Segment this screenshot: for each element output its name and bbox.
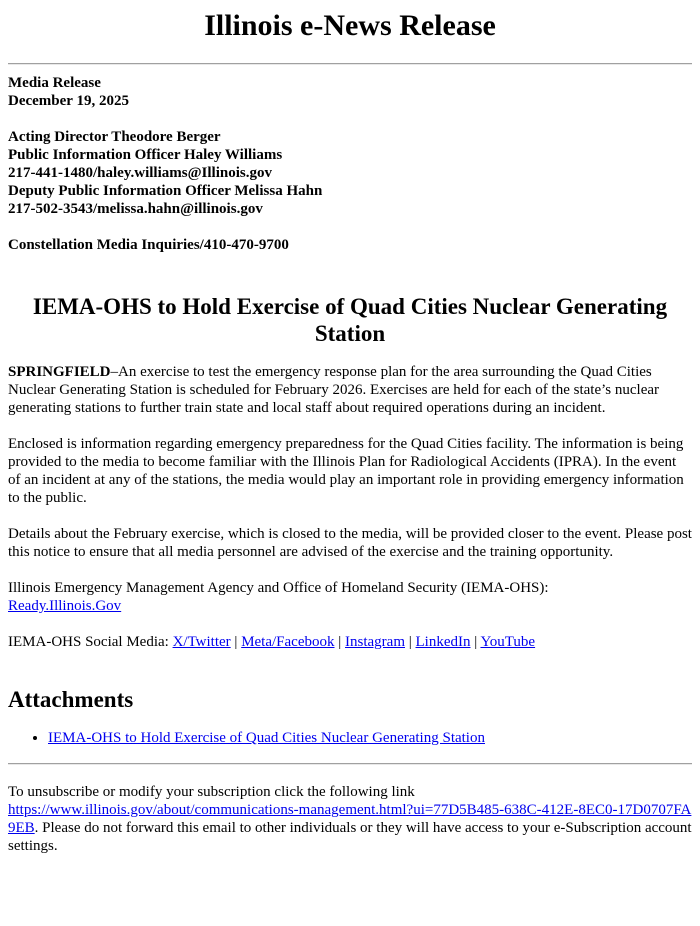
footer xyxy=(8,783,692,855)
article-paragraph-2: Enclosed is information regarding emergency preparedness for the Quad Cities facility. The information is being provided to the media to become familiar with the Illinois Plan for Radiological Accidents (IPRA). In the event of an incident at any of the stations, the media would play an important role in providing emergency information to the public. xyxy=(8,436,684,506)
spacer xyxy=(8,110,692,128)
dateline: SPRINGFIELD xyxy=(8,364,111,380)
article-headline: IEMA-OHS to Hold Exercise of Quad Cities Nuclear Generating Station xyxy=(32,294,668,346)
unsubscribe-link[interactable]: https://www.illinois.gov/about/communications-management.html?ui=77D5B485-638C-412E-8EC0-17D0707FA9EB xyxy=(8,802,692,836)
director-name: Acting Director Theodore Berger xyxy=(8,129,221,145)
facebook-link[interactable]: Meta/Facebook xyxy=(241,634,335,650)
social-media-paragraph xyxy=(8,633,692,651)
pio-contact: 217-441-1480/haley.williams@Illinois.gov xyxy=(8,165,272,181)
agency-paragraph xyxy=(8,579,692,615)
page-title: Illinois e-News Release xyxy=(204,9,496,42)
pio-name: Public Information Officer Haley Williams xyxy=(8,147,283,163)
spacer xyxy=(8,218,692,236)
youtube-link[interactable]: YouTube xyxy=(480,634,536,650)
linkedin-link[interactable]: LinkedIn xyxy=(415,634,471,650)
attachments-title: Attachments xyxy=(8,687,134,712)
ready-illinois-link[interactable]: Ready.Illinois.Gov xyxy=(8,598,122,614)
top-divider xyxy=(8,63,692,65)
contact-block xyxy=(8,74,692,254)
social-label: IEMA-OHS Social Media: xyxy=(8,634,173,650)
release-type: Media Release xyxy=(8,75,101,91)
deputy-pio-contact: 217-502-3543/melissa.hahn@illinois.gov xyxy=(8,201,263,217)
twitter-link[interactable]: X/Twitter xyxy=(172,634,231,650)
attachment-link[interactable]: IEMA-OHS to Hold Exercise of Quad Cities Nuclear Generating Station xyxy=(48,730,485,746)
separator: | xyxy=(405,634,416,650)
agency-text: Illinois Emergency Management Agency and Office of Homeland Security (IEMA-OHS): xyxy=(8,580,549,596)
list-item xyxy=(48,729,692,747)
release-date: December 19, 2025 xyxy=(8,93,129,109)
unsubscribe-intro: To unsubscribe or modify your subscription click the following link xyxy=(8,784,415,800)
unsubscribe-outro: . Please do not forward this email to other individuals or they will have access to your e-Subscription account settings. xyxy=(8,820,692,854)
instagram-link[interactable]: Instagram xyxy=(345,634,405,650)
constellation-contact: Constellation Media Inquiries/410-470-9700 xyxy=(8,237,289,253)
separator: | xyxy=(334,634,346,650)
article-paragraph-3: Details about the February exercise, which is closed to the media, will be provided closer to the event. Please post this notice to ensure that all media personnel are advised of the exercise and the training opportunity. xyxy=(8,526,692,560)
deputy-pio-name: Deputy Public Information Officer Melissa Hahn xyxy=(8,183,323,199)
attachments-list xyxy=(8,729,692,747)
email-page xyxy=(0,9,700,855)
paragraph-1-text: –An exercise to test the emergency response plan for the area surrounding the Quad Cities Nuclear Generating Station is scheduled for February 2026. Exercises are held for each of the state’s nuclear generating stations to further train state and local staff about required operations during an incident. xyxy=(8,364,659,416)
separator: | xyxy=(230,634,242,650)
separator: | xyxy=(470,634,481,650)
bottom-divider xyxy=(8,763,692,765)
article-paragraph-1 xyxy=(8,363,692,417)
